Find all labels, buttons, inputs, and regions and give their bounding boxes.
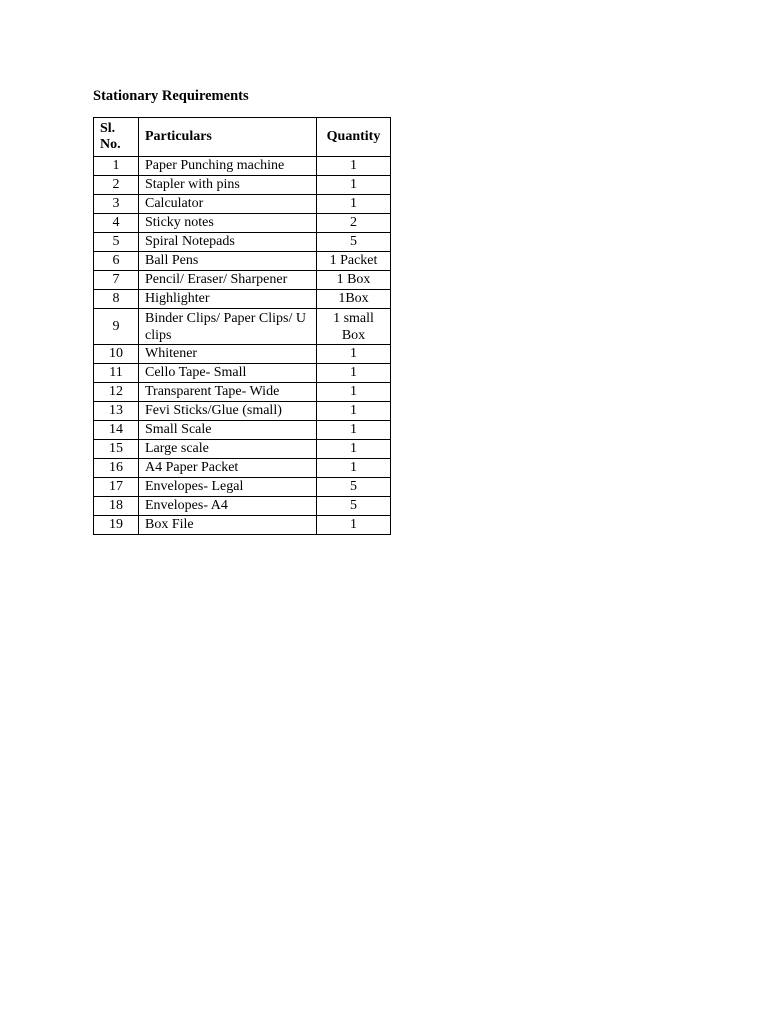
particulars-text: Binder Clips/ Paper Clips/ U clips — [145, 310, 306, 343]
quantity-cell: 1 — [317, 459, 391, 478]
sl-no-cell: 12 — [94, 383, 139, 402]
particulars-cell: Pencil/ Eraser/ Sharpener — [139, 271, 317, 290]
sl-no-cell: 2 — [94, 176, 139, 195]
particulars-cell: Large scale — [139, 440, 317, 459]
column-header-particulars: Particulars — [139, 118, 317, 157]
table-row — [94, 157, 391, 176]
table-row — [94, 383, 391, 402]
table-row — [94, 195, 391, 214]
particulars-cell: Box File — [139, 516, 317, 535]
sl-no-cell: 3 — [94, 195, 139, 214]
table-header-row — [94, 118, 391, 157]
particulars-cell: A4 Paper Packet — [139, 459, 317, 478]
sl-no-cell: 18 — [94, 497, 139, 516]
table-row — [94, 309, 391, 345]
quantity-text: 1 small Box — [333, 310, 374, 343]
table-row — [94, 271, 391, 290]
particulars-cell: Spiral Notepads — [139, 233, 317, 252]
sl-no-cell: 1 — [94, 157, 139, 176]
quantity-cell: 1 Box — [317, 271, 391, 290]
sl-no-cell: 10 — [94, 345, 139, 364]
quantity-cell: 5 — [317, 497, 391, 516]
table-row — [94, 402, 391, 421]
particulars-cell: Sticky notes — [139, 214, 317, 233]
stationery-requirements-table — [93, 117, 391, 535]
quantity-cell: 1 Packet — [317, 252, 391, 271]
particulars-cell: Cello Tape- Small — [139, 364, 317, 383]
quantity-cell: 1 — [317, 383, 391, 402]
table-row — [94, 516, 391, 535]
table-row — [94, 233, 391, 252]
quantity-cell: 1 — [317, 402, 391, 421]
sl-no-cell: 15 — [94, 440, 139, 459]
particulars-cell: Ball Pens — [139, 252, 317, 271]
quantity-cell: 2 — [317, 214, 391, 233]
quantity-cell: 5 — [317, 478, 391, 497]
particulars-cell: Highlighter — [139, 290, 317, 309]
particulars-cell: Whitener — [139, 345, 317, 364]
table-row — [94, 440, 391, 459]
particulars-cell: Envelopes- A4 — [139, 497, 317, 516]
quantity-cell: 1 — [317, 345, 391, 364]
particulars-cell: Transparent Tape- Wide — [139, 383, 317, 402]
sl-no-cell: 17 — [94, 478, 139, 497]
sl-no-cell: 13 — [94, 402, 139, 421]
table-row — [94, 421, 391, 440]
quantity-cell — [317, 309, 391, 345]
table-row — [94, 214, 391, 233]
particulars-cell — [139, 309, 317, 345]
quantity-cell: 1Box — [317, 290, 391, 309]
particulars-cell: Paper Punching machine — [139, 157, 317, 176]
particulars-cell: Envelopes- Legal — [139, 478, 317, 497]
document-title: Stationary Requirements — [93, 88, 249, 104]
table-row — [94, 478, 391, 497]
sl-no-cell: 8 — [94, 290, 139, 309]
table-row — [94, 345, 391, 364]
sl-no-cell: 6 — [94, 252, 139, 271]
table-row — [94, 497, 391, 516]
quantity-cell: 1 — [317, 421, 391, 440]
quantity-cell: 5 — [317, 233, 391, 252]
particulars-cell: Fevi Sticks/Glue (small) — [139, 402, 317, 421]
quantity-cell: 1 — [317, 516, 391, 535]
sl-no-cell: 4 — [94, 214, 139, 233]
column-header-sl-no: Sl. No. — [94, 118, 139, 157]
column-header-quantity: Quantity — [317, 118, 391, 157]
table-row — [94, 459, 391, 478]
quantity-cell: 1 — [317, 176, 391, 195]
table-row — [94, 290, 391, 309]
quantity-cell: 1 — [317, 157, 391, 176]
table-row — [94, 176, 391, 195]
sl-no-cell: 11 — [94, 364, 139, 383]
quantity-cell: 1 — [317, 195, 391, 214]
sl-no-cell: 14 — [94, 421, 139, 440]
sl-no-cell: 16 — [94, 459, 139, 478]
table-row — [94, 364, 391, 383]
sl-no-cell: 19 — [94, 516, 139, 535]
quantity-cell: 1 — [317, 364, 391, 383]
sl-no-cell: 9 — [94, 309, 139, 345]
table-row — [94, 252, 391, 271]
particulars-cell: Calculator — [139, 195, 317, 214]
sl-no-cell: 7 — [94, 271, 139, 290]
quantity-cell: 1 — [317, 440, 391, 459]
particulars-cell: Stapler with pins — [139, 176, 317, 195]
sl-no-cell: 5 — [94, 233, 139, 252]
particulars-cell: Small Scale — [139, 421, 317, 440]
